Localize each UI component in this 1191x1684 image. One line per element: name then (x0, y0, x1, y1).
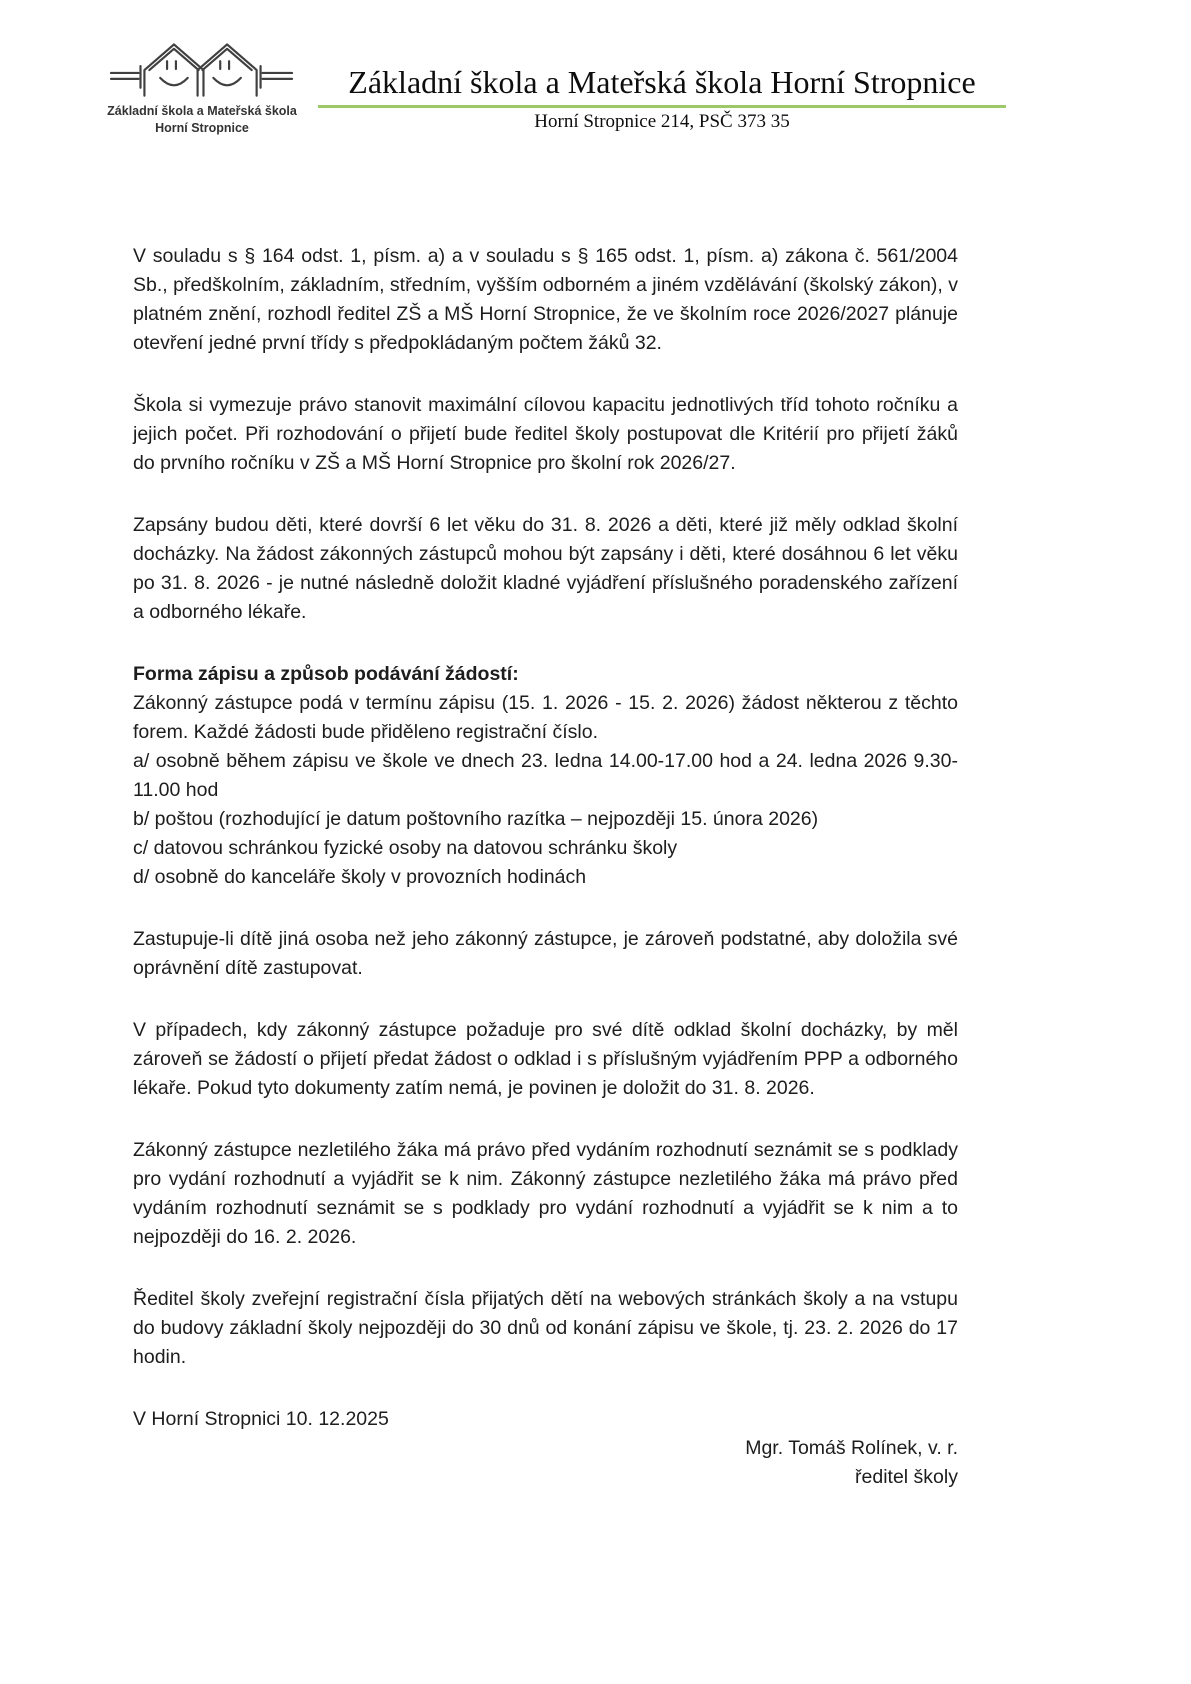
logo-caption-line2: Horní Stropnice (155, 121, 249, 135)
school-address: Horní Stropnice 214, PSČ 373 35 (534, 111, 790, 132)
place-and-date: V Horní Stropnici 10. 12.2025 (133, 1408, 389, 1430)
letterhead (318, 64, 1006, 133)
section-heading-application-forms: Forma zápisu a způsob podávání žádostí: (133, 663, 519, 685)
paragraph-deferral: V případech, kdy zákonný zástupce požaduje pro své dítě odklad školní docházky, by měl zároveň se žádostí o přijetí předat žádost o odklad i s příslušným vyjádřením PPP a odborného lékaře. Pokud tyto dokumenty zatím nemá, je povinen je doložit do 31. 8. 2026. (133, 1019, 958, 1099)
paragraph-enrollment-age: Zapsány budou děti, které dovrší 6 let věku do 31. 8. 2026 a děti, které již měly odklad školní docházky. Na žádost zákonných zástupců mohou být zapsány i děti, které dosáhnou 6 let věku po 31. 8. 2026 - je nutné následně doložit kladné vyjádření příslušného poradenského zařízení a odborného lékaře. (133, 514, 958, 623)
paragraph-capacity: Škola si vymezuje právo stanovit maximální cílovou kapacitu jednotlivých tříd tohoto ročníku a jejich počet. Při rozhodování o přijetí bude ředitel školy postupovat dle Kritérií pro přijetí žáků do prvního ročníku v ZŠ a MŠ Horní Stropnice pro školní rok 2026/27. (133, 394, 958, 474)
signature-name: Mgr. Tomáš Rolínek, v. r. (745, 1437, 958, 1459)
list-item-a: a/ osobně během zápisu ve škole ve dnech 23. ledna 14.00-17.00 hod a 24. ledna 2026 9.30-11.00 hod (133, 750, 958, 801)
list-item-d: d/ osobně do kanceláře školy v provozních hodinách (133, 866, 587, 888)
school-title: Základní škola a Mateřská škola Horní Stropnice (318, 64, 1006, 108)
signature-role: ředitel školy (855, 1466, 958, 1488)
document-body (133, 242, 958, 1492)
paragraph-results-publication: Ředitel školy zveřejní registrační čísla přijatých dětí na webových stránkách školy a na vstupu do budovy základní školy nejpozději do 30 dnů od konání zápisu ve škole, tj. 23. 2. 2026 do 17 hodin. (133, 1288, 958, 1368)
twin-houses-smiley-icon (109, 40, 296, 102)
school-logo (106, 40, 298, 136)
paragraph-review-rights: Zákonný zástupce nezletilého žáka má právo před vydáním rozhodnutí seznámit se s podklady pro vydání rozhodnutí a vyjádřit se k nim. Zákonný zástupce nezletilého žáka má právo před vydáním rozhodnutí seznámit se s podklady pro vydání rozhodnutí a vyjádřit se k nim a to nejpozději do 16. 2. 2026. (133, 1139, 958, 1248)
logo-caption-line1: Základní škola a Mateřská škola (107, 104, 297, 118)
list-item-b: b/ poštou (rozhodující je datum poštovního razítka – nejpozději 15. února 2026) (133, 808, 819, 830)
list-item-c: c/ datovou schránkou fyzické osoby na datovou schránku školy (133, 837, 678, 859)
paragraph-legal-basis: V souladu s § 164 odst. 1, písm. a) a v souladu s § 165 odst. 1, písm. a) zákona č. 561/2004 Sb., předškolním, základním, středním, vyšším odborném a jiném vzdělávání (školský zákon), v platném znění, rozhodl ředitel ZŠ a MŠ Horní Stropnice, že ve školním roce 2026/2027 plánuje otevření jedné první třídy s předpokládaným počtem žáků 32. (133, 245, 958, 354)
paragraph-application-intro: Zákonný zástupce podá v termínu zápisu (15. 1. 2026 - 15. 2. 2026) žádost některou z těchto forem. Každé žádosti bude přiděleno registrační číslo. (133, 692, 958, 743)
paragraph-representation: Zastupuje-li dítě jiná osoba než jeho zákonný zástupce, je zároveň podstatné, aby doložila své oprávnění dítě zastupovat. (133, 928, 958, 979)
